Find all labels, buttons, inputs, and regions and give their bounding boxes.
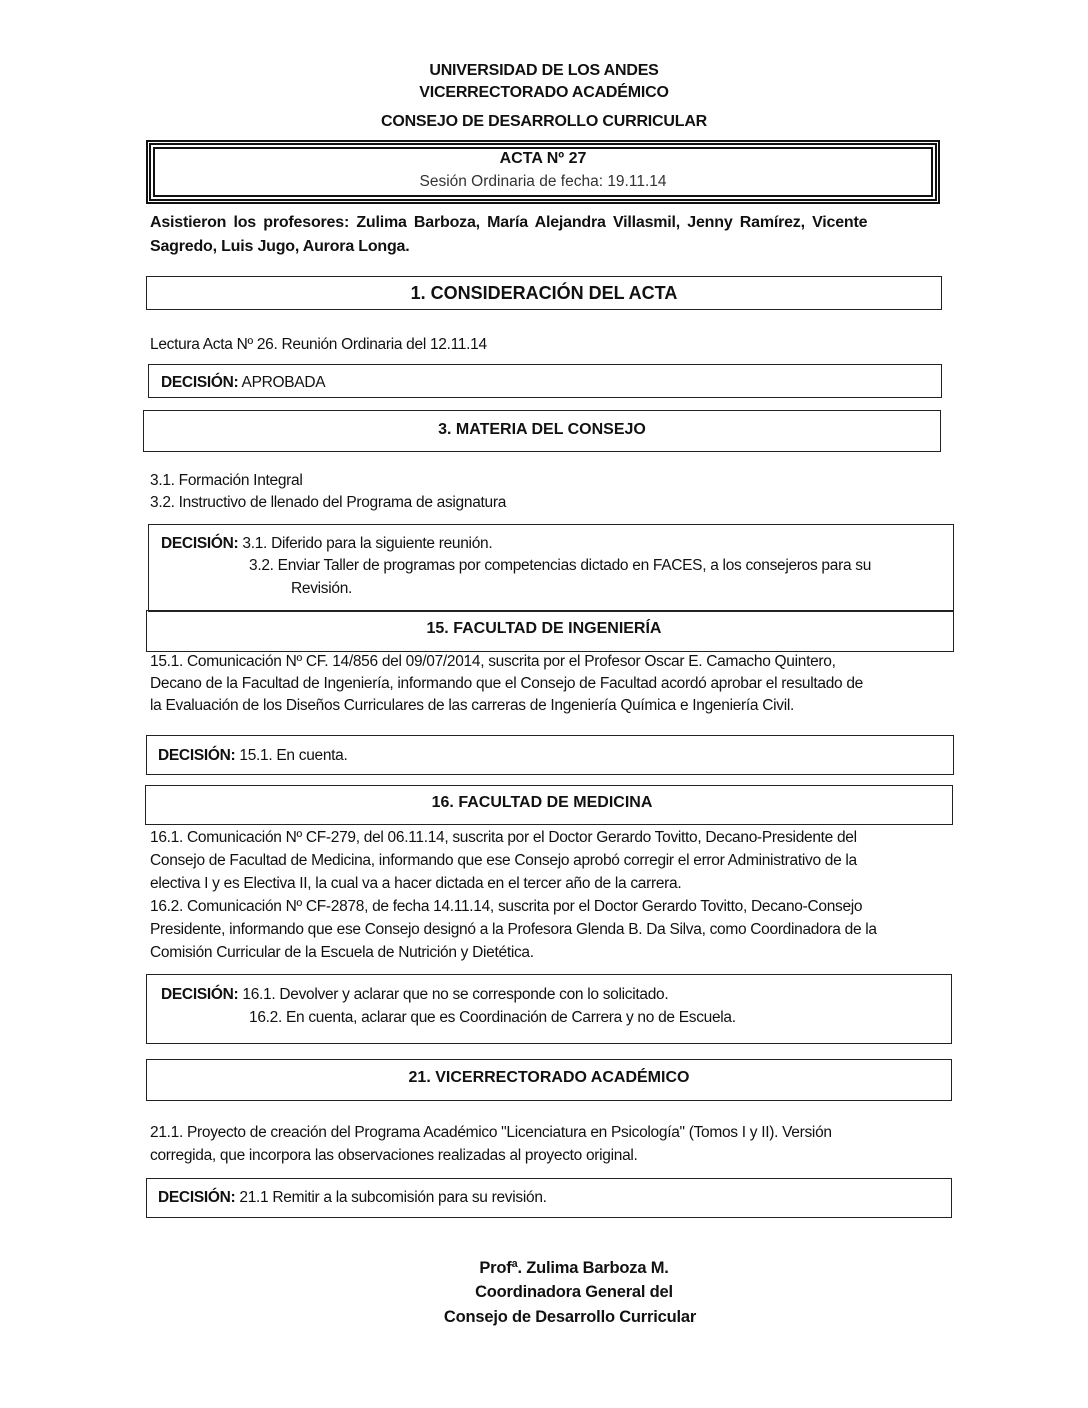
section-3-item-1: 3.1. Formación Integral — [150, 472, 303, 489]
section-15-line-1: 15.1. Comunicación Nº CF. 14/856 del 09/07/2014, suscrita por el Profesor Oscar E. Camacho Quintero, — [150, 653, 836, 670]
university-name: UNIVERSIDAD DE LOS ANDES — [429, 62, 659, 79]
section-3-decision-line-1 — [161, 533, 492, 555]
section-3-decision-line-3: Revisión. — [291, 580, 353, 597]
decision-text: 3.1. Diferido para la siguiente reunión. — [242, 535, 493, 552]
signature-role-2: Consejo de Desarrollo Curricular — [443, 1308, 697, 1326]
section-3-item-2: 3.2. Instructivo de llenado del Programa de asignatura — [150, 494, 507, 511]
consejo-name: CONSEJO DE DESARROLLO CURRICULAR — [380, 113, 708, 130]
acta-session: Sesión Ordinaria de fecha: 19.11.14 — [419, 173, 667, 190]
decision-label: DECISIÓN: — [161, 535, 239, 552]
decision-text: 15.1. En cuenta. — [239, 747, 348, 764]
section-21-line-2: corregida, que incorpora las observaciones realizadas al proyecto original. — [150, 1147, 638, 1164]
section-21-line-1: 21.1. Proyecto de creación del Programa Académico "Licenciatura en Psicología" (Tomos I y II). Versión — [150, 1124, 832, 1141]
decision-label: DECISIÓN: — [158, 747, 236, 764]
section-16-p2-line-2: Presidente, informando que ese Consejo designó a la Profesora Glenda B. Da Silva, como Coordinadora de la — [150, 921, 877, 938]
section-1-text: Lectura Acta Nº 26. Reunión Ordinaria del 12.11.14 — [150, 336, 487, 353]
section-1-decision — [161, 372, 325, 394]
section-16-title: 16. FACULTAD DE MEDICINA — [431, 794, 653, 811]
decision-text: APROBADA — [238, 374, 326, 391]
section-21-title: 21. VICERRECTORADO ACADÉMICO — [408, 1069, 690, 1086]
section-15-line-2: Decano de la Facultad de Ingeniería, informando que el Consejo de Facultad acordó aprobar el resultado de — [150, 675, 863, 692]
decision-label: DECISIÓN: — [158, 1189, 236, 1206]
section-16-decision-line-2: 16.2. En cuenta, aclarar que es Coordinación de Carrera y no de Escuela. — [249, 1009, 736, 1026]
decision-label: DECISIÓN: — [161, 374, 239, 391]
signature-name: Profª. Zulima Barboza M. — [479, 1259, 669, 1277]
section-3-title: 3. MATERIA DEL CONSEJO — [438, 421, 646, 438]
section-16-p1-line-3: electiva I y es Electiva II, la cual va a hacer dictada en el tercer año de la carrera. — [150, 875, 682, 892]
section-1-title: 1. CONSIDERACIÓN DEL ACTA — [410, 283, 678, 303]
decision-label: DECISIÓN: — [161, 986, 239, 1003]
section-15-title: 15. FACULTAD DE INGENIERÍA — [426, 620, 662, 637]
section-21-decision — [158, 1187, 547, 1209]
decision-text: 21.1 Remitir a la subcomisión para su revisión. — [239, 1189, 547, 1206]
attendance-line-2: Sagredo, Luis Jugo, Aurora Longa. — [150, 238, 410, 255]
section-16-p1-line-1: 16.1. Comunicación Nº CF-279, del 06.11.14, suscrita por el Doctor Gerardo Tovitto, Decano-Presidente del — [150, 829, 857, 846]
decision-text: 16.1. Devolver y aclarar que no se corresponde con lo solicitado. — [242, 986, 669, 1003]
acta-number: ACTA Nº 27 — [499, 150, 587, 167]
section-16-p2-line-1: 16.2. Comunicación Nº CF-2878, de fecha 14.11.14, suscrita por el Doctor Gerardo Tovitto, Decano-Consejo — [150, 898, 863, 915]
signature-role-1: Coordinadora General del — [475, 1283, 673, 1301]
section-15-line-3: la Evaluación de los Diseños Curriculares de las carreras de Ingeniería Química e Ingeniería Civil. — [150, 697, 795, 714]
attendance-line-1: Asistieron los profesores: Zulima Barboza, María Alejandra Villasmil, Jenny Ramírez, Vicente — [150, 214, 868, 231]
vicerrectorado-name: VICERRECTORADO ACADÉMICO — [419, 84, 669, 101]
section-16-p2-line-3: Comisión Curricular de la Escuela de Nutrición y Dietética. — [150, 944, 534, 961]
section-15-decision — [158, 745, 348, 767]
section-16-decision-line-1 — [161, 984, 668, 1006]
section-16-p1-line-2: Consejo de Facultad de Medicina, informando que ese Consejo aprobó corregir el error Administrativo de la — [150, 852, 857, 869]
section-3-decision-line-2: 3.2. Enviar Taller de programas por competencias dictado en FACES, a los consejeros para su — [249, 557, 872, 574]
